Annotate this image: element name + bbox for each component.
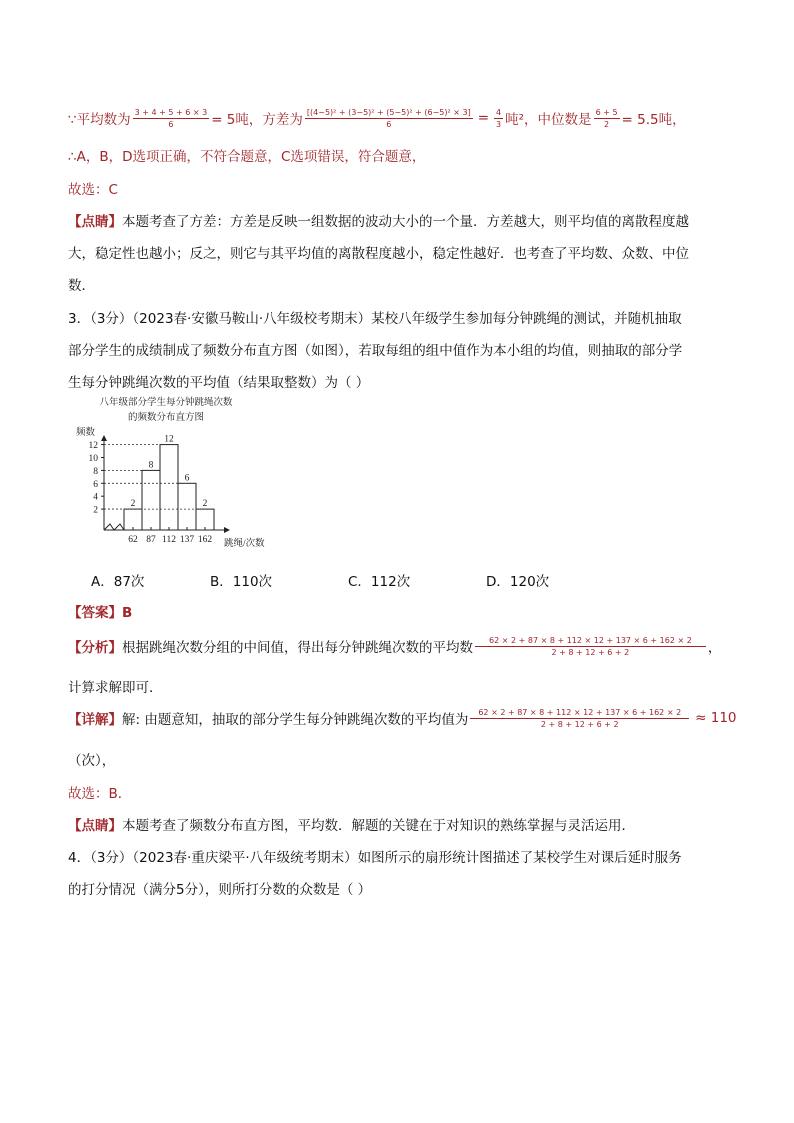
x-tick-label: 112	[162, 535, 176, 545]
variance-eq: =	[477, 110, 490, 126]
median-denominator: 2	[604, 119, 610, 129]
chart-subtitle: 的频数分布直方图	[127, 413, 205, 423]
fenxi-text: 根据跳绳次数分组的中间值，得出每分钟跳绳次数的平均数	[122, 640, 473, 656]
histogram-bar	[178, 483, 196, 530]
option-a[interactable]: A．87次	[91, 574, 145, 590]
x-tick-label: 62	[128, 535, 138, 545]
chart-title: 八年级部分学生每分钟跳绳次数	[99, 398, 233, 408]
answer-label: 【答案】	[68, 605, 122, 621]
y-axis-arrow	[101, 435, 107, 441]
choose-c: 故选：C	[68, 182, 118, 198]
histogram-bar	[196, 509, 214, 530]
dianjing-2-label: 【点睛】	[68, 818, 122, 834]
variance-fraction	[305, 108, 473, 129]
option-b[interactable]: B．110次	[210, 574, 273, 590]
histogram-bar	[124, 509, 142, 530]
xiangjie-formula-num: 62 × 2 + 87 × 8 + 112 × 12 + 137 × 6 + 162 × 2	[470, 708, 689, 719]
dianjing-1-line-3: 数．	[68, 278, 95, 294]
median-fraction	[594, 108, 620, 129]
dianjing-2-text: 本题考查了频数分布直方图，平均数．解题的关键在于对知识的熟练掌握与灵活运用．	[122, 818, 635, 834]
xiangjie-result: ≈ 110	[695, 710, 737, 726]
bar-value-label: 8	[148, 460, 154, 471]
x-tick-label: 137	[179, 535, 195, 545]
xiangjie-formula	[470, 708, 689, 729]
y-tick-label: 8	[93, 466, 98, 477]
solution-line-1	[68, 104, 686, 132]
choose-b: 故选：B．	[68, 786, 132, 802]
variance-value	[494, 108, 503, 129]
y-tick-label: 12	[88, 441, 98, 452]
question-3-line-2: 部分学生的成绩制成了频数分布直方图（如图），若取每组的组中值作为本小组的均值，则抽取的部分学	[68, 343, 683, 359]
solution-line-2: ∴A，B，D选项正确，不符合题意，C选项错误，符合题意，	[68, 149, 426, 165]
fenxi-formula-num: 62 × 2 + 87 × 8 + 112 × 12 + 137 × 6 + 162 × 2	[475, 636, 706, 647]
histogram-bar	[160, 445, 178, 530]
xiangjie-formula-den: 2 + 8 + 12 + 6 + 2	[540, 719, 619, 729]
dianjing-2	[68, 814, 635, 834]
median-numerator: 6 + 5	[595, 107, 618, 117]
dianjing-label: 【点睛】	[68, 214, 122, 230]
question-4-line-1: 4．（3分）（2023春·重庆梁平·八年级统考期末）如图所示的扇形统计图描述了某校学生对课后延时服务	[68, 850, 682, 866]
variance-value-den: 3	[496, 119, 502, 129]
frequency-histogram	[76, 393, 296, 553]
fenxi-line-2: 计算求解即可．	[68, 680, 163, 696]
y-tick-label: 2	[93, 505, 98, 516]
y-axis-label: 频数	[76, 428, 96, 438]
variance-unit: 吨²，中位数是	[505, 112, 592, 128]
bar-value-label: 12	[164, 434, 174, 445]
fenxi-tail: ，	[707, 640, 722, 656]
question-3-line-3: 生每分钟跳绳次数的平均值（结果取整数）为（ ）	[68, 375, 370, 391]
dianjing-1	[68, 210, 689, 230]
mean-result: = 5吨，方差为	[211, 112, 303, 128]
bar-value-label: 6	[184, 473, 190, 484]
x-axis-label: 跳绳/次数	[224, 539, 265, 549]
because-text: ∵平均数为	[68, 112, 131, 128]
xiangjie-line-2: （次），	[68, 753, 116, 769]
option-d[interactable]: D．120次	[486, 574, 550, 590]
x-tick-label: 87	[146, 535, 156, 545]
dianjing-1-line-2: 大，稳定性也越小；反之，则它与其平均值的离散程度越小，稳定性越好．也考查了平均数、众数、中位	[68, 246, 689, 262]
option-c[interactable]: C．112次	[348, 574, 411, 590]
variance-value-num: 4	[496, 107, 502, 117]
mean-denominator: 6	[168, 119, 174, 129]
bar-value-label: 2	[130, 499, 136, 510]
variance-numerator: [(4−5)² + (3−5)² + (5−5)² + (6−5)² × 3]	[306, 107, 471, 117]
axis-break	[104, 524, 124, 530]
y-tick-label: 4	[93, 492, 98, 503]
dianjing-text: 本题考查了方差：方差是反映一组数据的波动大小的一个量．方差越大，则平均值的离散程度越	[122, 214, 689, 230]
question-4-line-2: 的打分情况（满分5分），则所打分数的众数是（ ）	[68, 882, 372, 898]
variance-denominator: 6	[386, 119, 392, 129]
y-tick-label: 6	[93, 479, 98, 490]
bar-value-label: 2	[202, 499, 208, 510]
xiangjie-text: 解: 由题意知，抽取的部分学生每分钟跳绳次数的平均值为	[122, 712, 469, 728]
question-3-line-1: 3．（3分）（2023春·安徽马鞍山·八年级校考期末）某校八年级学生参加每分钟跳绳的测试，并随机抽取	[68, 311, 682, 327]
histogram-bar	[142, 470, 160, 530]
median-result: = 5.5吨，	[621, 112, 686, 128]
fenxi-formula-den: 2 + 8 + 12 + 6 + 2	[551, 647, 630, 657]
fenxi-label: 【分析】	[68, 640, 122, 656]
xiangjie-label: 【详解】	[68, 712, 122, 728]
answer	[68, 601, 132, 621]
mean-fraction	[133, 108, 210, 129]
x-tick-label: 162	[197, 535, 213, 545]
y-tick-label: 10	[88, 454, 98, 464]
answer-value: B	[122, 605, 133, 621]
fenxi-line-1	[68, 632, 721, 660]
mean-numerator: 3 + 4 + 5 + 6 × 3	[134, 107, 208, 117]
x-axis-arrow	[224, 527, 230, 533]
xiangjie-line-1	[68, 704, 737, 732]
fenxi-formula	[475, 636, 706, 657]
